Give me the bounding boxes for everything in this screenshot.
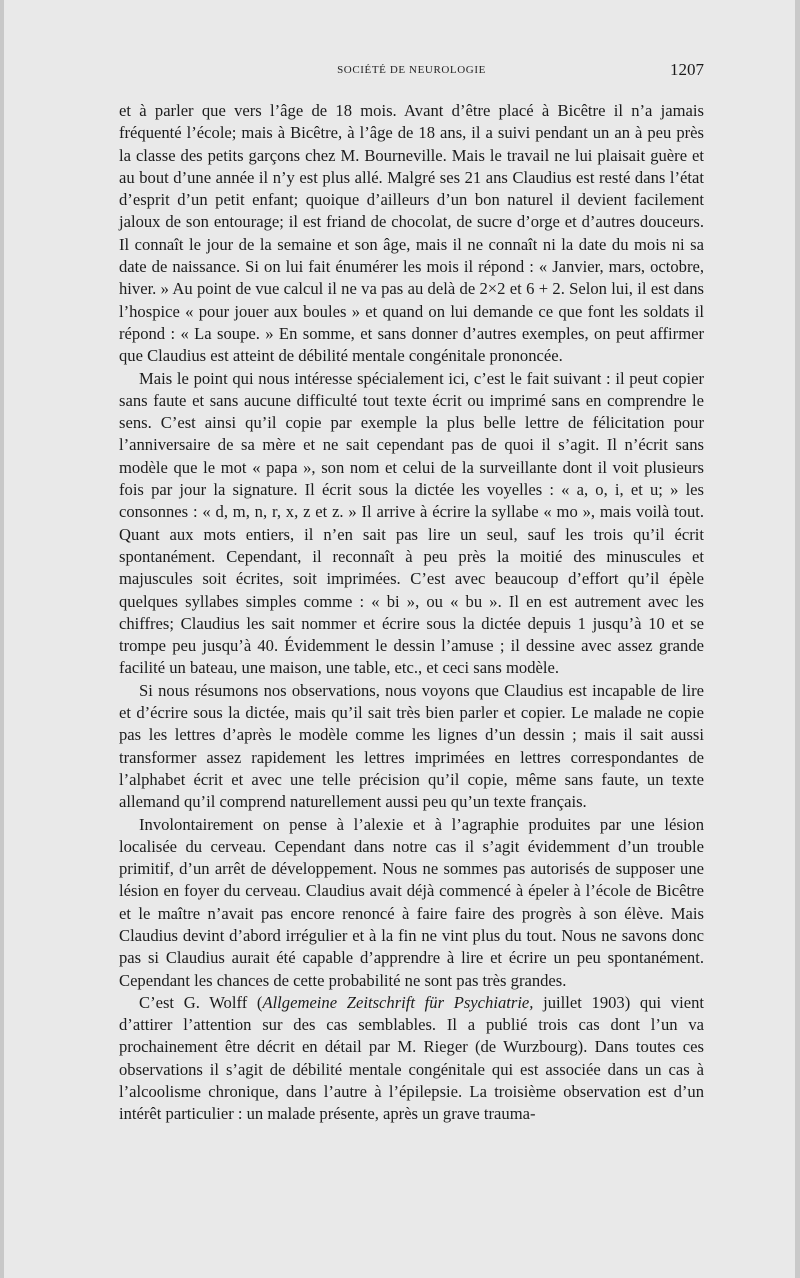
page-number: 1207 — [670, 60, 704, 79]
paragraph-5-start: C’est G. Wolff ( — [139, 992, 263, 1012]
journal-title: Allgemeine Zeitschrift für Psychiatrie, — [262, 992, 534, 1012]
paragraph-2: Mais le point qui nous intéresse spécialement ici, c’est le fait suivant : il peut copier sans faute et sans aucune difficulté tout texte écrit ou imprimé sans en comprendre le sens. C’est ainsi qu’il copie par exemple la plus belle lettre de félicitation pour l’anniversaire de sa mère et ne sait cependant pas de quoi il s’agit. Il n’écrit sans modèle que le mot « papa », son nom et celui de la surveillante dont il voit plusieurs fois par jour la signature. Il écrit sous la dictée les voyelles : « a, o, i, et u; » les consonnes : « d, m, n, r, x, z et z. » Il arrive à écrire la syllabe « mo », mais voilà tout. Quant aux mots entiers, il n’en sait pas lire un seul, sauf les trois qu’il écrit spontanément. Cependant, il reconnaît à peu près la moitié des minuscules et majuscules soit écrites, soit imprimées. C’est avec beaucoup d’effort qu’il épèle quelques syllabes simples comme : « bi », ou « bu ». Il en est autrement avec les chiffres; Claudius les sait nommer et écrire sous la dictée depuis 1 jusqu’à 10 et se trompe peu jusqu’à 40. Évidemment le dessin l’amuse ; il dessine avec assez grande facilité un bateau, une maison, une table, etc., et ceci sans modèle. — [119, 368, 704, 678]
paragraph-5 — [119, 992, 704, 1126]
header-title: SOCIÉTÉ DE NEUROLOGIE — [337, 64, 486, 76]
running-header — [119, 60, 704, 84]
paragraph-5-rest: juillet 1903) qui vient d’attirer l’attention sur des cas semblables. Il a publié trois cas dont l’un va prochainement être décrit en détail par M. Rieger (de Wurzbourg). Dans toutes ces observations il s’agit de débilité mentale congénitale qui est associée dans un cas à l’alcoolisme chronique, dans l’autre à l’épilepsie. La troisième observation est d’un intérêt particulier : un malade présente, après un grave trauma- — [119, 992, 704, 1124]
paragraph-3: Si nous résumons nos observations, nous voyons que Claudius est incapable de lire et d’écrire sous la dictée, mais qu’il sait très bien parler et copier. Le malade ne copie pas les lettres d’après le modèle comme les lignes d’un dessin ; mais il sait aussi transformer assez rapidement les lettres imprimées en lettres correspondantes de l’alphabet écrit et avec une telle précision qu’il copie, même sans faute, un texte allemand qu’il comprend naturellement aussi peu qu’un texte français. — [119, 680, 704, 812]
paragraph-4: Involontairement on pense à l’alexie et à l’agraphie produites par une lésion localisée du cerveau. Cependant dans notre cas il s’agit évidemment d’un trouble primitif, d’un arrêt de développement. Nous ne sommes pas autorisés de supposer une lésion en foyer du cerveau. Claudius avait déjà commencé à épeler à l’école de Bicêtre et le maître n’avait pas encore renoncé à faire faire des progrès à son élève. Mais Claudius devint d’abord irrégulier et à la fin ne vint plus du tout. Nous ne savons donc pas si Claudius aurait été capable d’apprendre à lire et écrire un peu spontanément. Cependant les chances de cette probabilité ne sont pas très grandes. — [119, 814, 704, 990]
paragraph-1: et à parler que vers l’âge de 18 mois. Avant d’être placé à Bicêtre il n’a jamais fréquenté l’école; mais à Bicêtre, à l’âge de 18 ans, il a suivi pendant un an à peu près la classe des petits garçons chez M. Bourneville. Mais le travail ne lui plaisait guère et au bout d’une année il n’y est plus allé. Malgré ses 21 ans Claudius est resté dans l’état d’esprit d’un petit enfant; quoique d’ailleurs d’un bon naturel il devient facilement jaloux de son entourage; il est friand de chocolat, de sucre d’orge et d’autres douceurs. Il connaît le jour de la semaine et son âge, mais il ne connaît ni la date du mois ni sa date de naissance. Si on lui fait énumérer les mois il répond : « Janvier, mars, octobre, hiver. » Au point de vue calcul il ne va pas au delà de 2×2 et 6 + 2. Selon lui, il est dans l’hospice « pour jouer aux boules » et quand on lui demande ce que font les soldats il répond : « La soupe. » En somme, et sans donner d’autres exemples, on peut affirmer que Claudius est atteint de débilité mentale congénitale prononcée. — [119, 101, 704, 366]
body-text — [119, 100, 704, 1126]
